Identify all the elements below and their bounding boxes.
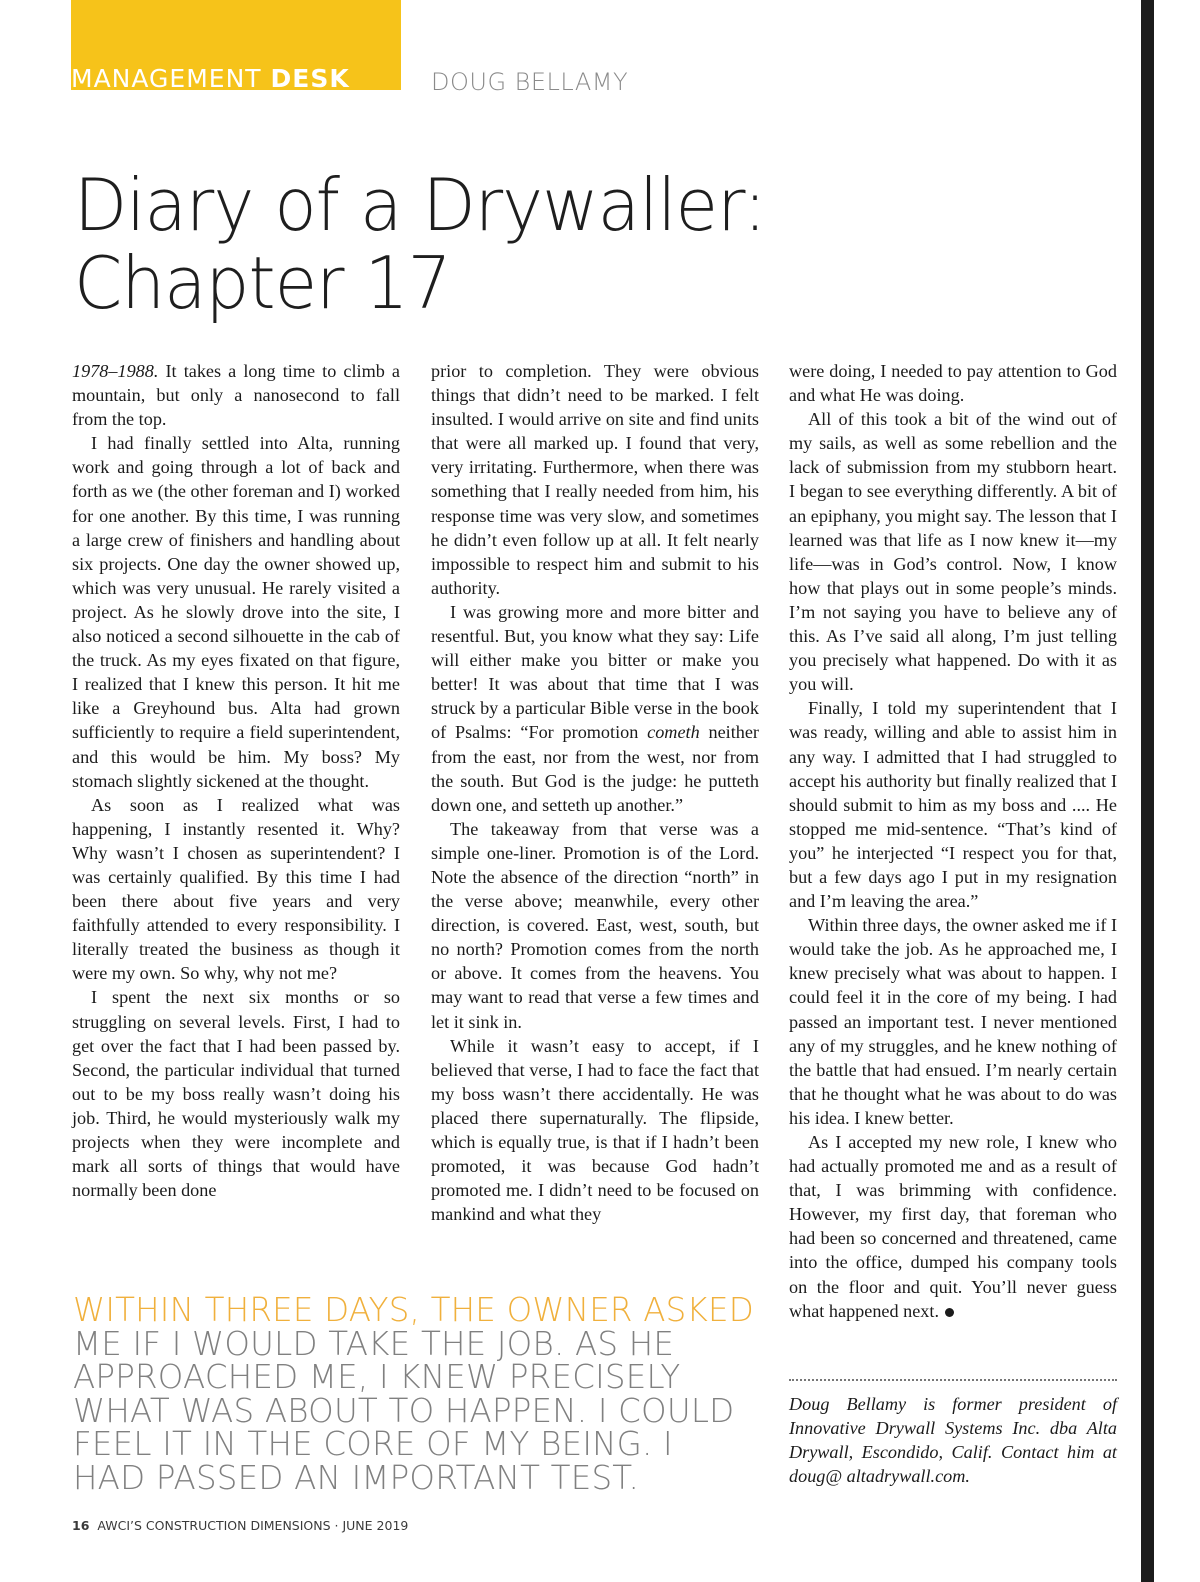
paragraph [789,1130,1117,1323]
emphasis: cometh [647,722,700,743]
pull-quote-line: HAD PASSED AN IMPORTANT TEST. [73,1458,640,1497]
section-label-light: MANAGEMENT [71,64,271,90]
pull-quote-line: APPROACHED ME, I KNEW PRECISELY [73,1358,681,1396]
column-2 [431,359,759,1226]
section-label [71,66,350,90]
pull-quote-line: WITHIN THREE DAYS, THE OWNER ASKED [73,1291,754,1329]
end-mark-icon [945,1308,954,1317]
paragraph [72,359,400,431]
column-1 [72,359,400,1202]
bio-divider [789,1379,1117,1381]
pull-quote-line: FEEL IT IN THE CORE OF MY BEING. I [73,1425,673,1463]
section-tab [71,0,401,90]
paragraph: All of this took a bit of the wind out of my sails, as well as some rebellion and the lack of submission from my stubborn heart. I began to see everything differently. A bit of an epiphany, you might say. The lesson that I learned was that life as I now knew it—my life—was in God’s control. Now, I know how that plays out in some people’s minds. I’m not saying you have to believe any of this. As I’ve said all along, I’m just telling you precisely what happened. Do with it as you will. [789,409,1117,695]
paragraph: I spent the next six months or so struggling on several levels. First, I had to get over the fact that I had been passed by. Second, the particular individual that turned out to be my boss really wasn’t doing his job. Third, he would mysteriously walk my projects when they were incomplete and mark all sorts of things that would have normally been done [72,987,400,1201]
paragraph: Finally, I told my superintendent that I was ready, willing and able to assist him in any way. I admitted that I had struggled to accept his authority but finally realized that I should submit to him as my boss and .... He stopped me mid-sentence. “That’s kind of you” he interjected “I respect you for that, but a few days ago I put in my resignation and I’m leaving the area.” [789,698,1117,912]
pull-quote-line: ME IF I WOULD TAKE THE JOB. AS HE [73,1324,675,1363]
paragraph: were doing, I needed to pay attention to God and what He was doing. [789,361,1117,406]
paragraph [431,600,759,817]
paragraph-text: I was growing more and more bitter and resentful. But, you know what they say: Life will either make you bitter or make you better! It was about that time that I was struck by a particular Bible verse in the book of Psalms: “For promotion [431,601,759,743]
paragraph: While it wasn’t easy to accept, if I believed that verse, I had to face the fact that my boss wasn’t there accidentally. He was placed there supernaturally. The flipside, which is equally true, is that if I hadn’t been promoted, it was because God hadn’t promoted me. I didn’t need to be focused on mankind and what they [431,1035,759,1225]
paragraph: Within three days, the owner asked me if I would take the job. As he approached me, I knew precisely what was about to happen. I could feel it in the core of my being. I had passed an important test. I never mentioned any of my struggles, and he knew nothing of the battle that had ensued. I’m nearly certain that he thought what he was about to do was his idea. I knew better. [789,915,1117,1128]
paragraph-text: As I accepted my new role, I knew who had actually promoted me and as a result of that, I was brimming with confidence. However, my first day, that foreman who had been so concerned and threatened, came into the office, dumped his company tools on the floor and quit. You’ll never guess what happened next. [789,1132,1117,1321]
paragraph: As soon as I realized what was happening, I instantly resented it. Why? Why wasn’t I chosen as superintendent? I was certainly qualified. By this time I had been there about five years and very faithfully attended to every responsibility. I literally treated the business as though it were my own. So why, why not me? [72,794,400,984]
page-footer [72,1518,408,1533]
paragraph-text: neither from the east, nor from the west, nor from the south. But God is the judge: he putteth down one, and setteth up another.” [431,722,759,815]
author-byline: DOUG BELLAMY [431,68,629,96]
pull-quote-line: WHAT WAS ABOUT TO HAPPEN. I COULD [73,1391,735,1430]
date-range: 1978–1988. [72,361,159,381]
page-edge-bar [1141,0,1154,1582]
publication-info: AWCI’S CONSTRUCTION DIMENSIONS · JUNE 2019 [97,1518,409,1533]
section-label-bold: DESK [270,64,350,90]
page-number: 16 [72,1518,90,1533]
paragraph-text: It takes a long time to climb a mountain, but only a nanosecond to fall from the top. [72,361,400,430]
column-3 [789,359,1117,1323]
article-title [74,163,766,325]
paragraph: prior to completion. They were obvious things that didn’t need to be marked. I felt insulted. I would arrive on site and find units that were all marked up. I found that very, very irritating. Furthermore, when there was something that I really needed from him, his response time was very slow, and sometimes he didn’t even follow up at all. It felt nearly impossible to respect him and submit to his authority. [431,361,759,598]
title-line-1: Diary of a Drywaller: [74,163,766,247]
paragraph: I had finally settled into Alta, running work and going through a lot of back and forth as we (the other foreman and I) worked for one another. By this time, I was running a large crew of finishers and handling about six projects. One day the owner showed up, which was very unusual. He rarely visited a project. As he slowly drove into the site, I also noticed a second silhouette in the cab of the truck. As my eyes fixated on that figure, I realized that I knew this person. It hit me like a Greyhound bus. Alta had grown sufficiently to require a field superintendent, and this would be him. My boss? My stomach slightly sickened at the thought. [72,433,400,791]
title-line-2: Chapter 17 [74,241,451,325]
pull-quote [73,1291,754,1497]
paragraph: The takeaway from that verse was a simple one-liner. Promotion is of the Lord. Note the absence of the direction “north” in the verse above; meanwhile, every other direction, is covered. East, west, south, but no north? Promotion comes from the north or above. It comes from the heavens. You may want to read that verse a few times and let it sink in. [431,818,759,1032]
author-bio: Doug Bellamy is former president of Innovative Drywall Systems Inc. dba Alta Drywall, Escondido, Calif. Contact him at doug@ altadrywall.com. [789,1394,1117,1487]
